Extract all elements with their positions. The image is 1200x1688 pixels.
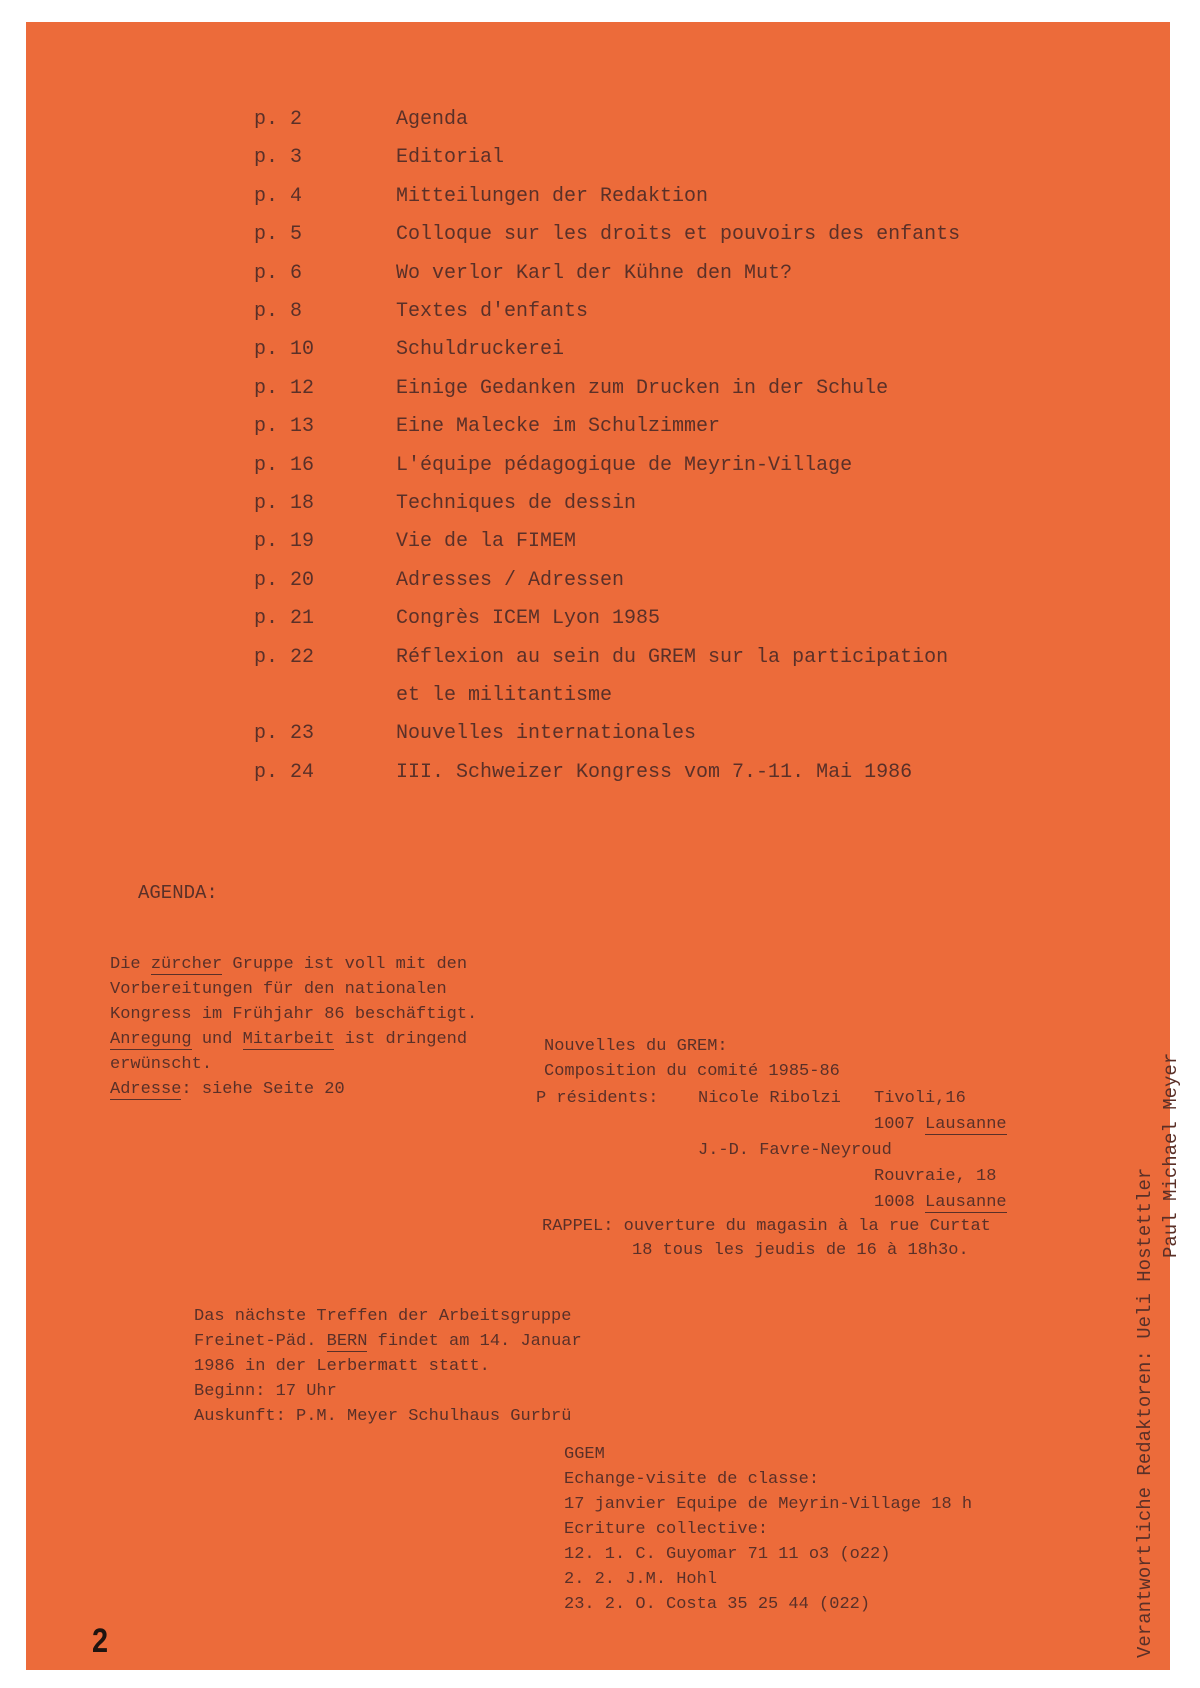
grem-subtitle: Composition du comité 1985-86 [544, 1062, 840, 1081]
bern-line-2: Freinet-Päd. BERN findet am 14. Januar [194, 1332, 582, 1351]
page-number: 2 [92, 1622, 109, 1660]
grem-president-1-city: 1007 Lausanne [874, 1115, 1007, 1134]
ggem-title: GGEM [564, 1445, 605, 1464]
zurich-line-2: Vorbereitungen für den nationalen [110, 980, 447, 999]
toc-entry-title: Agenda [396, 108, 469, 131]
toc-page-number: p. 19 [254, 530, 315, 554]
bern-line-4: Beginn: 17 Uhr [194, 1382, 337, 1401]
toc-page-number: p. 20 [254, 568, 315, 592]
toc-page-number: p. 4 [254, 184, 303, 208]
ggem-line-4: 12. 1. C. Guyomar 71 11 o3 (o22) [564, 1545, 891, 1564]
toc-entry-title: Eine Malecke im Schulzimmer [396, 415, 721, 439]
toc-entry-title: Schuldruckerei [396, 338, 565, 362]
toc-page-number: p. 10 [254, 338, 315, 362]
zurich-line-1: Die zürcher Gruppe ist voll mit den [110, 955, 468, 974]
toc-entry-title: L'équipe pédagogique de Meyrin-Village [396, 453, 853, 477]
toc-entry-title: III. Schweizer Kongress vom 7.-11. Mai 1986 [396, 760, 913, 784]
page [26, 22, 1182, 1670]
editors-credit-line-2: Paul Michael Meyer [1160, 1052, 1182, 1258]
toc-page-number: p. 22 [254, 645, 315, 669]
toc-entry-title: Adresses / Adressen [396, 568, 625, 592]
bern-line-5: Auskunft: P.M. Meyer Schulhaus Gurbrü [194, 1407, 572, 1426]
zurich-line-3: Kongress im Frühjahr 86 beschäftigt. [110, 1005, 478, 1024]
ggem-line-2: 17 janvier Equipe de Meyrin-Village 18 h [564, 1495, 973, 1514]
toc-entry-title: Wo verlor Karl der Kühne den Mut? [396, 261, 793, 285]
agenda-heading: AGENDA: [138, 882, 218, 904]
grem-president-2-street: Rouvraie, 18 [874, 1167, 997, 1186]
toc-entry-title: Einige Gedanken zum Drucken in der Schule [396, 376, 889, 400]
grem-president-2-city: 1008 Lausanne [874, 1193, 1007, 1212]
toc-entry-title: Mitteilungen der Redaktion [396, 184, 709, 208]
toc-entry-title: et le militantisme [396, 684, 613, 707]
bern-line-1: Das nächste Treffen der Arbeitsgruppe [194, 1307, 572, 1326]
bern-line-3: 1986 in der Lerbermatt statt. [194, 1357, 490, 1376]
toc-page-number: p. 23 [254, 722, 315, 746]
toc-entry-title: Nouvelles internationales [396, 722, 697, 746]
toc-entry-title: Vie de la FIMEM [396, 530, 577, 554]
toc-page-number: p. 2 [254, 108, 303, 131]
toc-page-number: p. 18 [254, 492, 315, 515]
grem-presidents-label: P résidents: [536, 1089, 659, 1108]
ggem-line-5: 2. 2. J.M. Hohl [564, 1570, 718, 1589]
zurich-line-5: erwünscht. [110, 1055, 213, 1074]
zurich-line-6: Adresse: siehe Seite 20 [110, 1080, 345, 1099]
grem-news [544, 1034, 840, 1084]
toc-entry-title: Réflexion au sein du GREM sur la participation [396, 645, 949, 669]
grem-title: Nouvelles du GREM: [544, 1037, 728, 1056]
grem-reminder-line-1: RAPPEL: ouverture du magasin à la rue Curtat [542, 1217, 991, 1236]
toc-page-number: p. 5 [254, 223, 303, 247]
grem-president-2: J.-D. Favre-Neyroud [698, 1141, 892, 1160]
toc-entry-title: Techniques de dessin [396, 492, 637, 515]
ggem-line-6: 23. 2. O. Costa 35 25 44 (022) [564, 1595, 871, 1614]
grem-president-1-street: Tivoli,16 [874, 1089, 966, 1108]
toc-entry-title: Colloque sur les droits et pouvoirs des enfants [396, 223, 961, 247]
ggem-notice [564, 1442, 972, 1617]
toc-entry-title: Textes d'enfants [396, 300, 589, 323]
toc-page-number: p. 24 [254, 760, 315, 784]
toc-page-number: p. 8 [254, 300, 303, 323]
toc-page-number: p. 6 [254, 261, 303, 285]
editors-credit-line-1: Verantwortliche Redaktoren: Ueli Hostettler [1134, 1167, 1156, 1658]
zurich-line-4: Anregung und Mitarbeit ist dringend [110, 1030, 468, 1049]
toc-page-number: p. 3 [254, 146, 303, 170]
toc-page-number: p. 16 [254, 453, 315, 477]
toc-page-number: p. 21 [254, 607, 315, 631]
bern-notice [194, 1304, 582, 1429]
toc-entry-title: Editorial [396, 146, 505, 170]
toc-page-number: p. 13 [254, 415, 315, 439]
grem-president-1: Nicole Ribolzi [698, 1089, 841, 1108]
ggem-line-1: Echange-visite de classe: [564, 1470, 820, 1489]
grem-reminder-line-2: 18 tous les jeudis de 16 à 18h3o. [632, 1241, 969, 1260]
zurich-notice [110, 952, 477, 1102]
toc-page-number: p. 12 [254, 376, 315, 400]
toc-entry-title: Congrès ICEM Lyon 1985 [396, 607, 661, 631]
ggem-line-3: Ecriture collective: [564, 1520, 769, 1539]
